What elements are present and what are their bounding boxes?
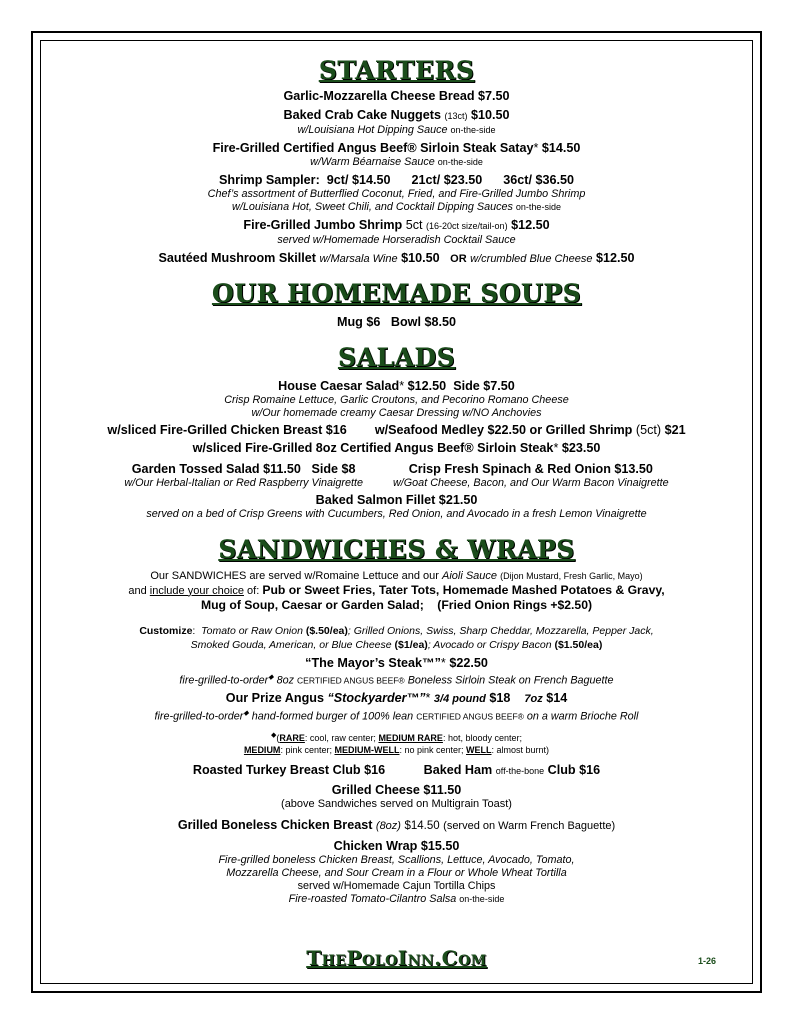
desc-note: on-the-side (450, 125, 496, 135)
satay-line (44, 141, 749, 156)
item-mark: * (399, 379, 405, 393)
item-name: Our Prize Angus (225, 690, 324, 705)
caesar-desc2: w/Our homemade creamy Caesar Dressing w/NO Anchovies (251, 407, 542, 419)
option-blue-cheese: w/crumbled Blue Cheese (470, 253, 593, 265)
item-name: Grilled Boneless Chicken Breast (177, 817, 373, 832)
menu-code: 1-26 (697, 956, 716, 966)
ham-club: Baked Ham (423, 763, 493, 778)
customize-label: Customize (139, 625, 193, 637)
garlic-bread-line (44, 89, 749, 104)
salmon-desc: served on a bed of Crisp Greens with Cucumbers, Red Onion, and Avocado in a fresh Lemon Vinaigrette (146, 508, 647, 520)
addon-steak: w/sliced Fire-Grilled 8oz Certified Angus Beef® Sirloin Steak (192, 441, 554, 455)
desc-c: Boneless Sirloin Steak on French Baguette (407, 674, 614, 687)
footer (44, 946, 749, 970)
mayor-steak-line (44, 656, 749, 671)
intro-note: (Dijon Mustard, Fresh Garlic, Mayo) (500, 571, 643, 581)
item-price: $14.50 (541, 141, 581, 155)
garden-salad (124, 462, 363, 490)
desc-b: 8oz (276, 674, 295, 687)
jumbo-shrimp-desc: served w/Homemade Horseradish Cocktail Sauce (277, 234, 516, 246)
desc-text: Fire-roasted Tomato-Cilantro Salsa (288, 892, 457, 905)
doneness-value: : no pink center; (399, 744, 467, 755)
ham-club-price: Club $16 (547, 763, 601, 778)
customize-rest: ; Avocado or Crispy Bacon (427, 638, 552, 651)
item-price: $10.50 (470, 108, 510, 122)
doneness-value: : hot, bloody center; (442, 733, 522, 744)
desc-note: on-the-side (459, 893, 505, 904)
item-mark: * (440, 656, 446, 670)
item-mark: * (425, 690, 431, 705)
addon-seafood: w/Seafood Medley $22.50 or Grilled Shrimp (374, 423, 633, 437)
intro-text: Our SANDWICHES are served w/Romaine Lettuce and our (150, 570, 439, 582)
option-36ct: 36ct/ $36.50 (503, 173, 574, 187)
item-name: Garden Tossed Salad $11.50 (131, 462, 301, 476)
desc-text: w/Louisiana Hot Dipping Sauce (297, 124, 448, 136)
option-marsala: w/Marsala Wine (319, 253, 398, 265)
customize-line1: Customize: Tomato or Raw Onion ($.50/ea); Grilled Onions, Swiss, Sharp Cheddar, Mozzarella, Pepper Jack, (139, 625, 654, 637)
prize-angus-desc (44, 707, 749, 724)
grilled-cheese-line: Grilled Cheese $11.50 (331, 783, 462, 798)
option-21ct: 21ct/ $23.50 (411, 173, 483, 187)
customize-price: ($.50/ea) (305, 625, 348, 637)
desc-c: on a warm Brioche Roll (526, 710, 639, 723)
chicken-wrap-line: Chicken Wrap $15.50 (333, 838, 460, 853)
item-name-b: “Stockyarder™” (327, 690, 426, 705)
desc-a: fire-grilled-to-order (179, 674, 269, 687)
desc-b: hand-formed burger of 100% lean (251, 710, 414, 723)
crab-nuggets-desc (44, 124, 749, 137)
desc-note: on-the-side (437, 157, 483, 167)
salad-addon-line2 (44, 441, 749, 456)
item-mark: * (533, 141, 539, 155)
diamond-icon: ◆ (268, 674, 274, 681)
addon-count: (5ct) (635, 423, 662, 437)
side-price: Side $8 (311, 462, 356, 476)
item-price: $14.50 (404, 819, 440, 832)
intro-choice: include your choice (149, 584, 244, 597)
addon-chicken: w/sliced Fire-Grilled Chicken Breast $16 (107, 423, 347, 437)
ham-note: off-the-bone (495, 766, 545, 777)
intro-aioli: Aioli Sauce (441, 570, 498, 582)
customize-tomato: Tomato or Raw Onion (201, 625, 303, 637)
or-text: OR (450, 253, 467, 265)
item-size: (16-20ct size/tail-on) (426, 221, 508, 231)
mushroom-skillet-line (44, 251, 749, 267)
salad-pair (44, 462, 749, 490)
wrap-desc1: Fire-grilled boneless Chicken Breast, Scallions, Lettuce, Avocado, Tomato, (218, 853, 575, 866)
intro-sides: Pub or Sweet Fries, Tater Tots, Homemade Mashed Potatoes & Gravy, (262, 582, 665, 597)
item-name: Fire-Grilled Jumbo Shrimp (243, 218, 403, 232)
turkey-club: Roasted Turkey Breast Club $16 (192, 763, 386, 778)
diamond-icon: ◆ (271, 732, 277, 740)
option-9ct: 9ct/ $14.50 (326, 173, 391, 187)
customize-line2 (44, 639, 749, 653)
desc-caps: CERTIFIED ANGUS BEEF® (416, 711, 524, 722)
sandwich-intro1 (44, 570, 749, 584)
item-name: “The Mayor’s Steak™” (305, 656, 441, 670)
doneness-open: ( (276, 733, 280, 744)
item-size: (8oz) (375, 819, 401, 832)
addon-price: $21 (664, 423, 686, 437)
shrimp-sampler-desc1: Chef’s assortment of Butterflied Coconut, Fried, and Fire-Grilled Jumbo Shrimp (207, 188, 586, 200)
intro-and: and (128, 584, 147, 597)
item-name: Sautéed Mushroom Skillet (158, 251, 316, 265)
item-price: $12.50 (407, 379, 447, 393)
item-price2: $14 (546, 690, 568, 705)
salad-addon-line1 (44, 423, 749, 438)
spinach-salad-desc: w/Goat Cheese, Bacon, and Our Warm Bacon Vinaigrette (392, 477, 669, 489)
item-name: Shrimp Sampler: (219, 173, 320, 187)
website-link[interactable]: ThePoloInn.Com (306, 946, 487, 970)
doneness-value: : pink center; (280, 744, 335, 755)
sandwich-intro2 (44, 584, 749, 599)
garden-salad-line (124, 462, 363, 477)
side-price: Side $7.50 (453, 379, 515, 393)
price-marsala: $10.50 (401, 251, 440, 265)
doneness-value: : almost burnt) (491, 744, 550, 755)
item-count: (13ct) (444, 111, 468, 121)
intro-of: of: (247, 584, 260, 597)
item-name: House Caesar Salad (278, 379, 400, 393)
spinach-salad (393, 462, 669, 490)
garden-salad-desc: w/Our Herbal-Italian or Red Raspberry Vinaigrette (124, 477, 363, 489)
item-price: $18 (489, 690, 511, 705)
salads-heading: SALADS (337, 343, 456, 372)
jumbo-shrimp-line (44, 218, 749, 234)
shrimp-sampler-line (44, 173, 749, 188)
desc-text: w/Warm Béarnaise Sauce (310, 156, 435, 168)
chicken-breast-line (44, 818, 749, 834)
doneness-line2 (44, 745, 749, 757)
shrimp-sampler-desc2 (44, 201, 749, 214)
grilled-cheese-desc: (above Sandwiches served on Multigrain Toast) (281, 798, 512, 811)
prize-angus-line (44, 691, 749, 707)
doneness-key: WELL (466, 744, 492, 755)
item-count: 5ct (405, 218, 423, 232)
customize-price: ($1/ea) (394, 638, 428, 651)
club-line (44, 763, 749, 779)
salmon-line: Baked Salmon Fillet $21.50 (315, 493, 478, 507)
spinach-salad-line: Crisp Fresh Spinach & Red Onion $13.50 (408, 462, 653, 476)
item-name: Baked Crab Cake Nuggets (283, 108, 441, 122)
soups-line: Mug $6 Bowl $8.50 (337, 315, 456, 329)
item-size2: 7oz (524, 692, 543, 705)
customize-cheese: Smoked Gouda, American, or Blue Cheese (190, 638, 392, 651)
wrap-desc3: served w/Homemade Cajun Tortilla Chips (297, 879, 496, 892)
item-price: $12.50 (511, 218, 550, 232)
desc-note: on-the-side (515, 202, 561, 212)
desc-text: w/Louisiana Hot, Sweet Chili, and Cocktail Dipping Sauces (232, 201, 513, 213)
satay-desc (44, 156, 749, 169)
doneness-key: MEDIUM (243, 744, 281, 755)
item-mark: * (553, 441, 559, 455)
item-size: 3/4 pound (433, 692, 486, 705)
doneness-value: : cool, raw center; (304, 733, 379, 744)
item-note: (served on Warm French Baguette) (443, 819, 616, 832)
wrap-desc2: Mozzarella Cheese, and Sour Cream in a Flour or Whole Wheat Tortilla (226, 866, 567, 879)
desc-caps: CERTIFIED ANGUS BEEF® (297, 675, 405, 686)
caesar-desc1: Crisp Romaine Lettuce, Garlic Croutons, and Pecorino Romano Cheese (224, 394, 569, 406)
item-name: Garlic-Mozzarella Cheese Bread (283, 89, 475, 103)
desc-a: fire-grilled-to-order (154, 710, 244, 723)
addon-price: $23.50 (561, 441, 601, 455)
price-blue-cheese: $12.50 (595, 251, 635, 265)
item-name: Fire-Grilled Certified Angus Beef® Sirloin Steak Satay (212, 141, 534, 155)
sandwiches-heading: SANDWICHES & WRAPS (218, 535, 575, 564)
diamond-icon: ◆ (243, 709, 249, 717)
crab-nuggets-line (44, 108, 749, 124)
menu-page (44, 58, 749, 906)
item-price: $7.50 (478, 89, 510, 103)
sandwich-intro3: Mug of Soup, Caesar or Garden Salad; (Fried Onion Rings +$2.50) (200, 598, 593, 612)
customize-price2: ($1.50/ea) (554, 638, 603, 651)
doneness-line1 (44, 730, 749, 745)
wrap-desc4 (44, 893, 749, 906)
soups-heading: OUR HOMEMADE SOUPS (211, 279, 582, 308)
caesar-line (44, 379, 749, 394)
item-price: $22.50 (449, 656, 488, 670)
doneness-key: MEDIUM RARE (378, 733, 443, 744)
doneness-key: MEDIUM-WELL (334, 744, 400, 755)
customize-rest: ; Grilled Onions, Swiss, Sharp Cheddar, Mozzarella, Pepper Jack, (347, 625, 654, 637)
starters-heading: STARTERS (318, 56, 475, 85)
doneness-key: RARE (279, 733, 305, 744)
mayor-steak-desc (44, 671, 749, 688)
